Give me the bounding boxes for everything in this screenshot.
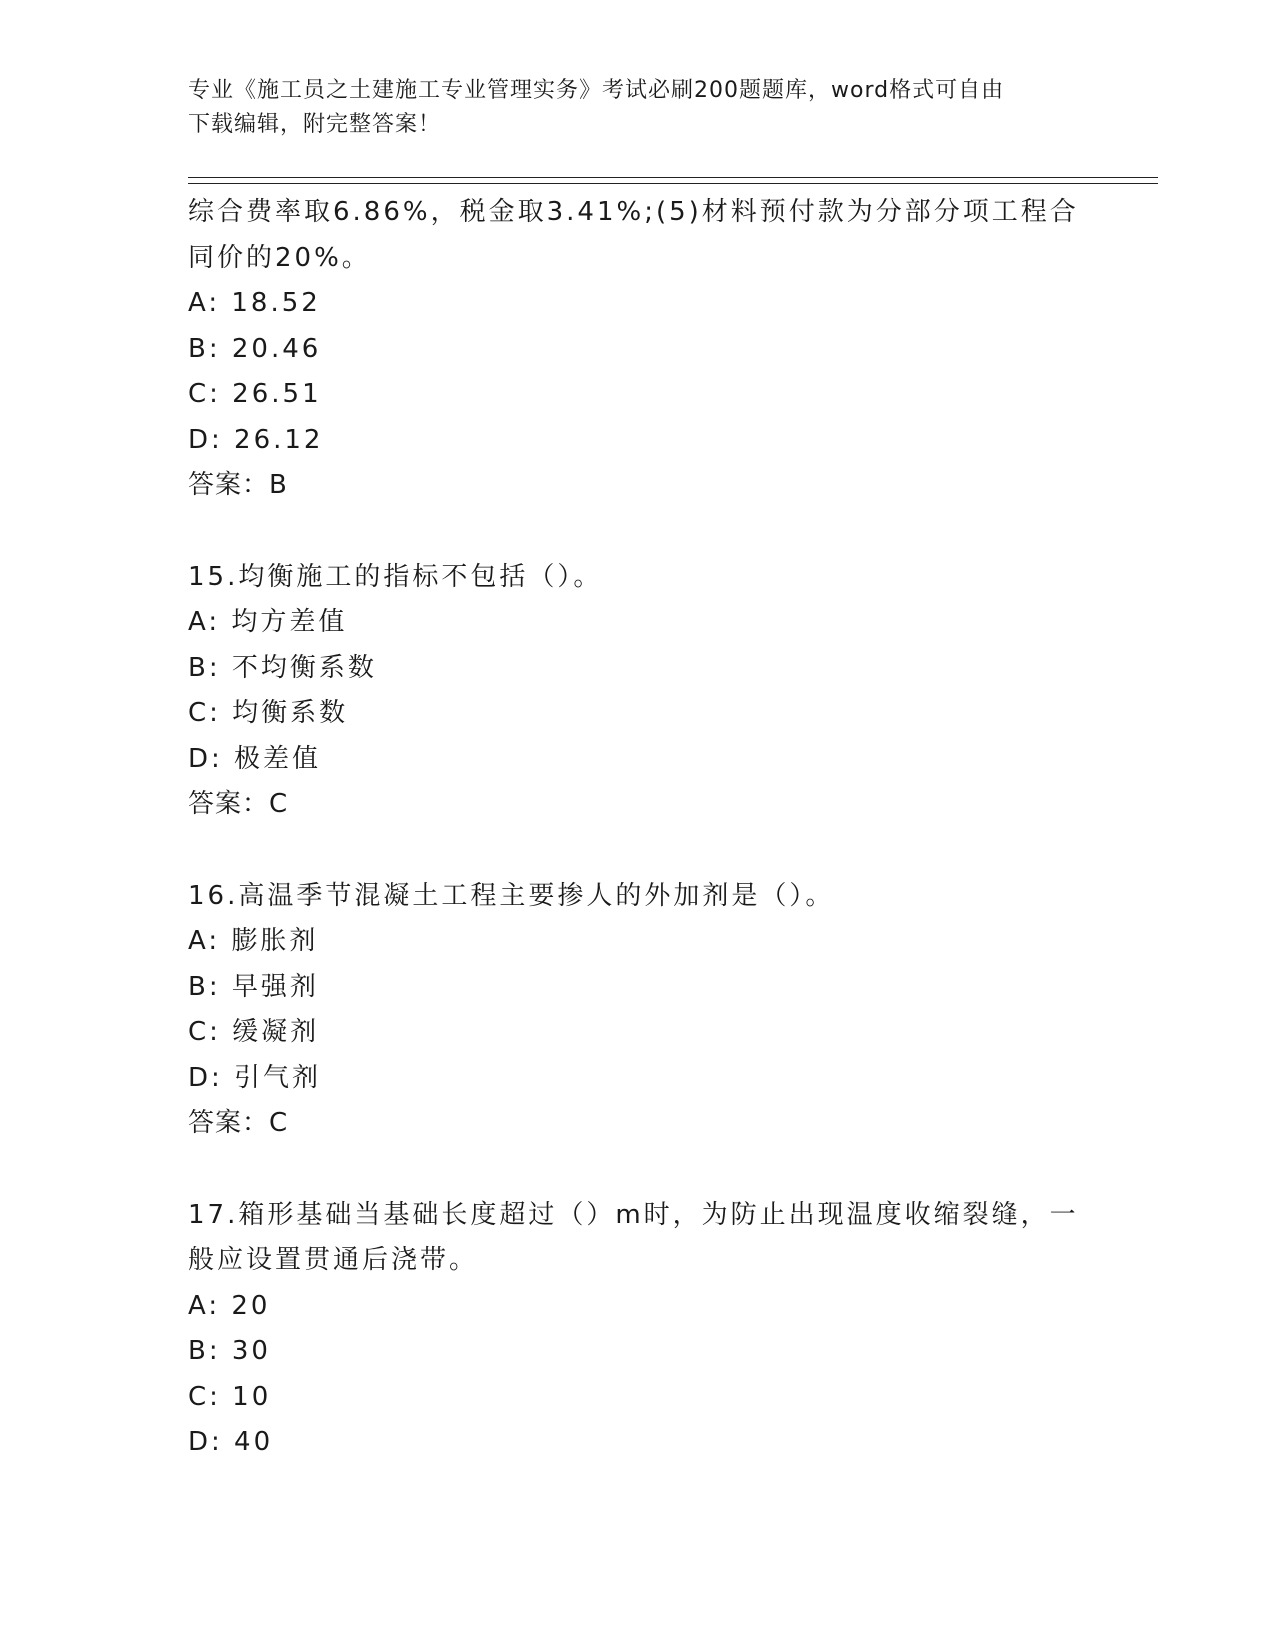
spacer <box>188 828 1088 874</box>
option-a: A: 20 <box>188 1290 271 1321</box>
header-rule-top <box>188 177 1158 178</box>
option-a: A: 18.52 <box>188 288 321 318</box>
header-line-2: 下载编辑，附完整答案！ <box>188 112 442 137</box>
option-d: D: 26.12 <box>188 424 324 455</box>
option-b: B: 30 <box>188 1336 271 1366</box>
option-c: C: 26.51 <box>188 379 322 409</box>
spacer <box>188 509 1088 555</box>
option-d: D: 40 <box>188 1427 274 1457</box>
question-title: 17.箱形基础当基础长度超过（）m时，为防止出现温度收缩裂缝，一 <box>188 1199 1079 1230</box>
header-line-1: 专业《施工员之土建施工专业管理实务》考试必刷200题题库，word格式可自由 <box>188 78 1005 103</box>
question-17 <box>188 1193 1088 1466</box>
option-b: B: 20.46 <box>188 333 322 364</box>
answer-line: 答案：C <box>188 1108 289 1138</box>
option-d: D: 引气剂 <box>188 1062 322 1093</box>
option-d: D: 极差值 <box>188 743 322 774</box>
spacer <box>188 1147 1088 1193</box>
answer-line: 答案：C <box>188 789 289 819</box>
question-title: 15.均衡施工的指标不包括（）。 <box>188 561 603 592</box>
question-14-continuation <box>188 190 1088 509</box>
question-content <box>188 190 1088 1466</box>
question-text-line: 般应设置贯通后浇带。 <box>188 1245 479 1275</box>
option-a: A: 均方差值 <box>188 607 348 637</box>
option-b: B: 早强剂 <box>188 971 319 1002</box>
option-c: C: 10 <box>188 1381 272 1412</box>
question-text-line: 综合费率取6.86%，税金取3.41%;(5)材料预付款为分部分项工程合 <box>188 197 1079 227</box>
option-c: C: 缓凝剂 <box>188 1017 320 1047</box>
question-text-line: 同价的20%。 <box>188 242 371 273</box>
header-rule-bottom <box>188 183 1158 184</box>
question-16 <box>188 874 1088 1147</box>
option-b: B: 不均衡系数 <box>188 652 377 683</box>
document-header <box>188 74 1088 142</box>
question-15 <box>188 555 1088 828</box>
question-title: 16.高温季节混凝土工程主要掺人的外加剂是（）。 <box>188 880 835 911</box>
option-a: A: 膨胀剂 <box>188 926 319 956</box>
answer-line: 答案：B <box>188 470 288 500</box>
option-c: C: 均衡系数 <box>188 698 349 728</box>
